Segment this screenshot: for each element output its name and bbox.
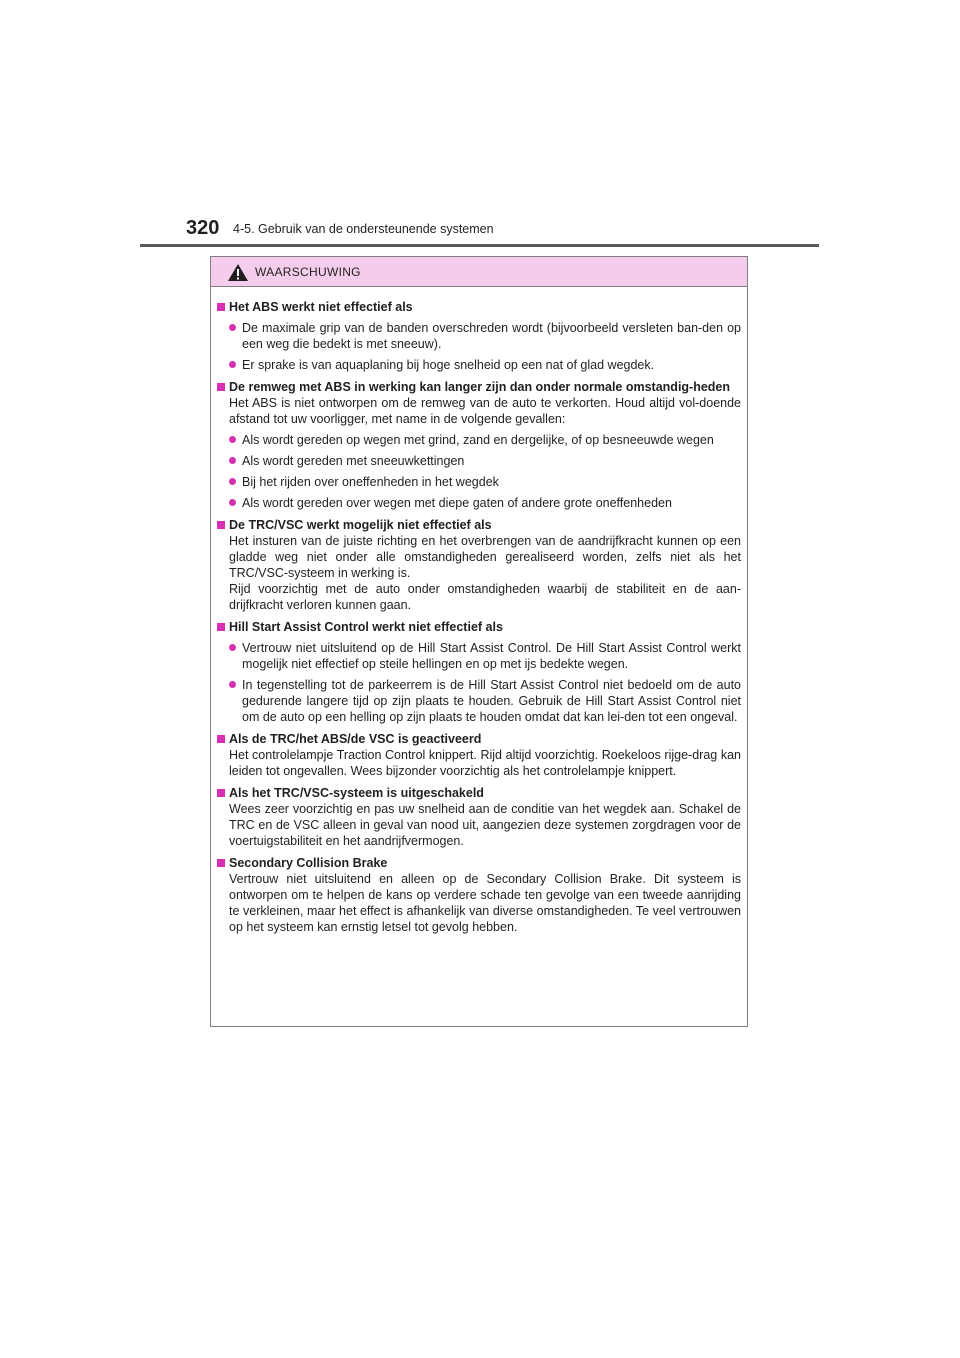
section-title: 4-5. Gebruik van de ondersteunende systemen [233, 222, 494, 236]
warning-section [217, 785, 741, 849]
bullet-item [229, 453, 741, 469]
section-paragraph: Het ABS is niet ontworpen om de remweg van de auto te verkorten. Houd altijd vol-doende afstand tot uw voorligger, met name in de volgende gevallen: [229, 396, 741, 426]
section-paragraph: Vertrouw niet uitsluitend en alleen op de Secondary Collision Brake. Dit systeem is ontworpen om te helpen de kans op verdere schade ten gevolge van een tweede aanrijding te verkleinen, maar het effect is afhankelijk van diverse omstandigheden. Te veel vertrouwen op het systeem kan ernstig letsel tot gevolg hebben. [229, 872, 741, 934]
section-heading-text: De remweg met ABS in werking kan langer zijn dan onder normale omstandig-heden [229, 380, 731, 394]
section-heading-text: Als de TRC/het ABS/de VSC is geactiveerd [229, 732, 482, 746]
warning-section [217, 299, 741, 373]
warning-header [211, 257, 747, 287]
square-bullet-icon [217, 383, 225, 391]
square-bullet-icon [217, 303, 225, 311]
section-paragraph: Het insturen van de juiste richting en het overbrengen van de aandrijfkracht kunnen op een gladde weg niet onder alle omstandigheden gerealiseerd worden, zelfs niet als het TRC/VSC-systeem in werking is. [229, 534, 741, 580]
section-heading [217, 379, 741, 395]
bullet-item [229, 474, 741, 490]
section-heading-text: Het ABS werkt niet effectief als [229, 300, 413, 314]
square-bullet-icon [217, 859, 225, 867]
section-heading [217, 619, 741, 635]
page-number: 320 [186, 217, 220, 239]
square-bullet-icon [217, 789, 225, 797]
round-bullet-icon [229, 681, 236, 688]
section-heading-text: Secondary Collision Brake [229, 856, 388, 870]
warning-section [217, 379, 741, 511]
bullet-item [229, 677, 741, 725]
section-heading [217, 731, 741, 747]
round-bullet-icon [229, 478, 236, 485]
warning-section [217, 619, 741, 725]
square-bullet-icon [217, 623, 225, 631]
section-paragraph: Rijd voorzichtig met de auto onder omstandigheden waarbij de stabiliteit en de aan-drijfkracht verloren kunnen gaan. [229, 582, 741, 612]
round-bullet-icon [229, 436, 236, 443]
bullet-item [229, 320, 741, 352]
round-bullet-icon [229, 324, 236, 331]
square-bullet-icon [217, 521, 225, 529]
bullet-item [229, 640, 741, 672]
bullet-text: Bij het rijden over oneffenheden in het wegdek [242, 475, 499, 489]
section-paragraph: Wees zeer voorzichtig en pas uw snelheid aan de conditie van het wegdek aan. Schakel de TRC en de VSC alleen in geval van nood uit, aangezien deze systemen zorgdragen voor de voertuigstabiliteit en het aandrijfvermogen. [229, 802, 741, 848]
warning-body [211, 287, 747, 935]
bullet-text: Er sprake is van aquaplaning bij hoge snelheid op een nat of glad wegdek. [242, 358, 655, 372]
round-bullet-icon [229, 457, 236, 464]
bullet-text: Als wordt gereden op wegen met grind, zand en dergelijke, of op besneeuwde wegen [242, 433, 714, 447]
warning-triangle-icon [227, 263, 249, 282]
warning-section [217, 517, 741, 613]
section-heading-text: De TRC/VSC werkt mogelijk niet effectief als [229, 518, 492, 532]
bullet-item [229, 495, 741, 511]
section-paragraph: Het controlelampje Traction Control knippert. Rijd altijd voorzichtig. Roekeloos rijge-drag kan leiden tot ongevallen. Wees bijzonder voorzichtig als het controlelampje knippert. [229, 748, 741, 778]
round-bullet-icon [229, 644, 236, 651]
round-bullet-icon [229, 499, 236, 506]
section-heading-text: Als het TRC/VSC-systeem is uitgeschakeld [229, 786, 484, 800]
bullet-text: Als wordt gereden met sneeuwkettingen [242, 454, 465, 468]
section-heading [217, 855, 741, 871]
warning-box [210, 256, 748, 1027]
bullet-item [229, 432, 741, 448]
header-rule [140, 244, 819, 247]
warning-title: WAARSCHUWING [255, 265, 361, 279]
section-heading [217, 299, 741, 315]
warning-section [217, 731, 741, 779]
bullet-item [229, 357, 741, 373]
section-heading [217, 785, 741, 801]
bullet-text: Vertrouw niet uitsluitend op de Hill Start Assist Control. De Hill Start Assist Control werkt mogelijk niet effectief op steile hellingen en op met ijs bedekte wegen. [242, 641, 741, 671]
square-bullet-icon [217, 735, 225, 743]
section-heading-text: Hill Start Assist Control werkt niet effectief als [229, 620, 503, 634]
round-bullet-icon [229, 361, 236, 368]
section-heading [217, 517, 741, 533]
bullet-text: In tegenstelling tot de parkeerrem is de Hill Start Assist Control niet bedoeld om de auto gedurende langere tijd op zijn plaats te houden. Gebruik de Hill Start Assist Control niet om de auto op een helling op zijn plaats te houden omdat dat kan lei-den tot een ongeval. [242, 678, 741, 724]
warning-section [217, 855, 741, 935]
bullet-text: De maximale grip van de banden overschreden wordt (bijvoorbeeld versleten ban-den op een weg die bedekt is met sneeuw). [242, 321, 741, 351]
bullet-text: Als wordt gereden over wegen met diepe gaten of andere grote oneffenheden [242, 496, 672, 510]
